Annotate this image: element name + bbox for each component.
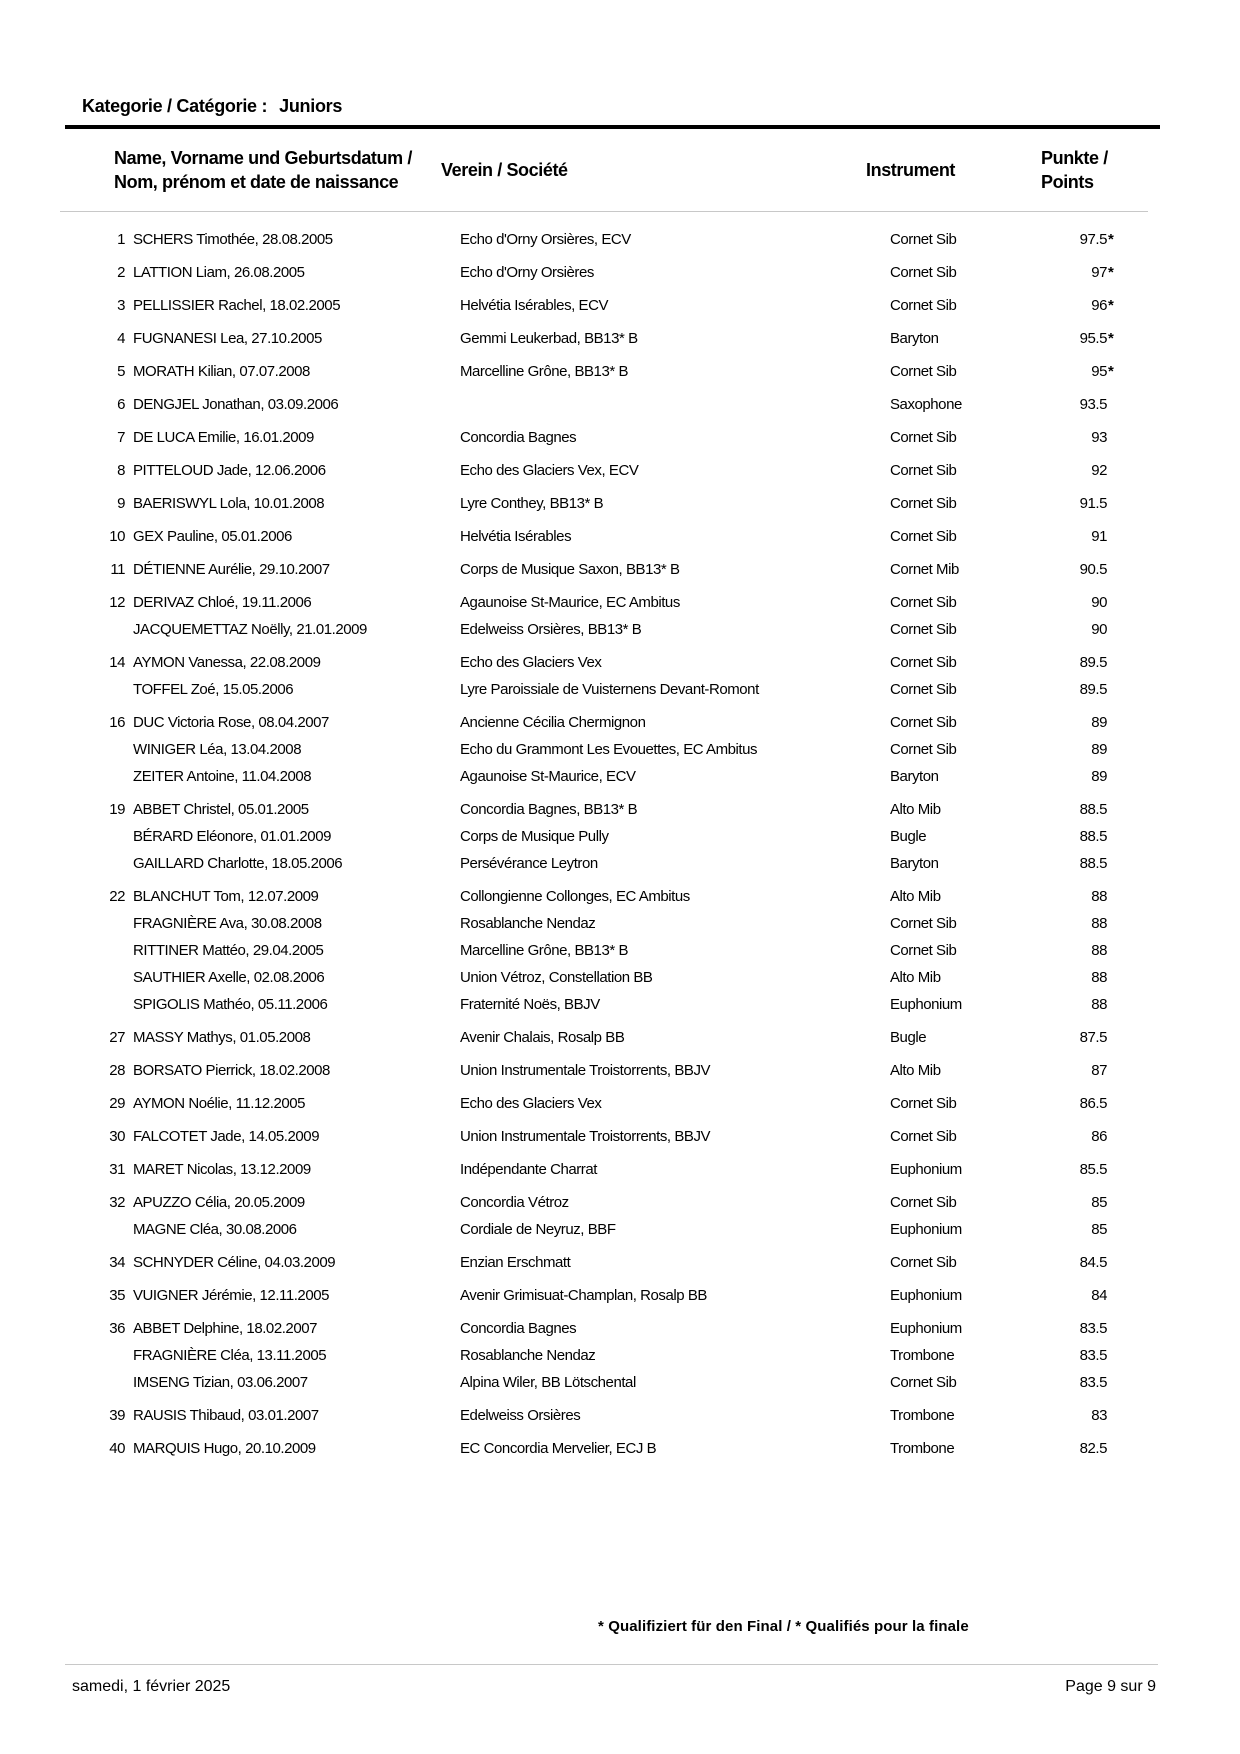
rank-cell: 35	[109, 1287, 125, 1304]
table-row	[0, 1438, 1240, 1460]
table-row	[0, 262, 1240, 284]
points-cell: 83.5	[1079, 1320, 1107, 1337]
name-cell: RITTINER Mattéo, 29.04.2005	[133, 942, 324, 959]
name-cell: FUGNANESI Lea, 27.10.2005	[133, 330, 322, 347]
footer-page: Page 9 sur 9	[1065, 1678, 1156, 1695]
instrument-cell: Cornet Sib	[890, 495, 957, 512]
rank-cell: 11	[110, 561, 125, 578]
instrument-cell: Cornet Sib	[890, 681, 957, 698]
table-row	[0, 295, 1240, 317]
club-cell: Union Instrumentale Troistorrents, BBJV	[460, 1128, 711, 1145]
instrument-cell: Cornet Sib	[890, 1374, 957, 1391]
table-row	[0, 1126, 1240, 1148]
top-rule	[65, 125, 1160, 129]
instrument-cell: Cornet Sib	[890, 297, 957, 314]
name-cell: FALCOTET Jade, 14.05.2009	[133, 1128, 320, 1145]
club-cell: Agaunoise St-Maurice, ECV	[460, 768, 636, 785]
instrument-cell: Cornet Sib	[890, 462, 957, 479]
table-row	[0, 1159, 1240, 1181]
qualified-marker: *	[1108, 264, 1114, 281]
points-cell: 88.5	[1079, 828, 1107, 845]
name-cell: MASSY Mathys, 01.05.2008	[133, 1029, 311, 1046]
rank-cell: 40	[109, 1440, 125, 1457]
instrument-cell: Saxophone	[890, 396, 962, 413]
rank-cell: 1	[117, 231, 125, 248]
name-cell: FRAGNIÈRE Cléa, 13.11.2005	[133, 1347, 327, 1364]
name-cell: AYMON Noélie, 11.12.2005	[133, 1095, 306, 1112]
category-line	[82, 96, 342, 117]
instrument-cell: Euphonium	[890, 1287, 962, 1304]
table-row	[0, 559, 1240, 581]
instrument-cell: Bugle	[890, 1029, 927, 1046]
name-cell: DERIVAZ Chloé, 19.11.2006	[133, 594, 312, 611]
name-cell: APUZZO Célia, 20.05.2009	[133, 1194, 305, 1211]
name-cell: GEX Pauline, 05.01.2006	[133, 528, 292, 545]
points-cell: 88	[1091, 942, 1107, 959]
table-row	[0, 1318, 1240, 1340]
name-cell: MARQUIS Hugo, 20.10.2009	[133, 1440, 316, 1457]
table-row	[0, 229, 1240, 251]
rank-cell: 32	[109, 1194, 125, 1211]
instrument-cell: Cornet Sib	[890, 231, 957, 248]
table-row	[0, 886, 1240, 908]
rank-cell: 27	[109, 1029, 125, 1046]
name-cell: FRAGNIÈRE Ava, 30.08.2008	[133, 915, 322, 932]
name-cell: ABBET Delphine, 18.02.2007	[133, 1320, 317, 1337]
club-cell: Lyre Paroissiale de Vuisternens Devant-Romont	[460, 681, 759, 698]
club-cell: Alpina Wiler, BB Lötschental	[460, 1374, 636, 1391]
club-cell: Persévérance Leytron	[460, 855, 598, 872]
header-name	[114, 146, 412, 194]
instrument-cell: Euphonium	[890, 1161, 962, 1178]
points-cell: 83.5	[1079, 1347, 1107, 1364]
points-cell: 90	[1091, 594, 1107, 611]
name-cell: SCHERS Timothée, 28.08.2005	[133, 231, 333, 248]
rank-cell: 7	[117, 429, 125, 446]
name-cell: DÉTIENNE Aurélie, 29.10.2007	[133, 561, 330, 578]
table-row	[0, 328, 1240, 350]
table-row	[0, 913, 1240, 935]
club-cell: Ancienne Cécilia Chermignon	[460, 714, 646, 731]
instrument-cell: Trombone	[890, 1440, 955, 1457]
club-cell: Helvétia Isérables, ECV	[460, 297, 609, 314]
table-row	[0, 1192, 1240, 1214]
name-cell: WINIGER Léa, 13.04.2008	[133, 741, 302, 758]
name-cell: DENGJEL Jonathan, 03.09.2006	[133, 396, 339, 413]
name-cell: SAUTHIER Axelle, 02.08.2006	[133, 969, 325, 986]
instrument-cell: Cornet Sib	[890, 621, 957, 638]
name-cell: RAUSIS Thibaud, 03.01.2007	[133, 1407, 319, 1424]
club-cell: Echo du Grammont Les Evouettes, EC Ambitus	[460, 741, 758, 758]
points-cell: 89	[1091, 714, 1107, 731]
points-cell: 89	[1091, 768, 1107, 785]
table-row	[0, 1060, 1240, 1082]
header-points	[1041, 146, 1108, 194]
club-cell: Echo des Glaciers Vex, ECV	[460, 462, 639, 479]
points-cell: 90.5	[1079, 561, 1107, 578]
points-cell: 89.5	[1079, 681, 1107, 698]
instrument-cell: Cornet Mib	[890, 561, 959, 578]
points-cell: 82.5	[1079, 1440, 1107, 1457]
table-row	[0, 619, 1240, 641]
points-cell: 95	[1091, 363, 1107, 380]
instrument-cell: Alto Mib	[890, 888, 941, 905]
points-cell: 86.5	[1079, 1095, 1107, 1112]
name-cell: MORATH Kilian, 07.07.2008	[133, 363, 310, 380]
table-header	[0, 146, 1240, 204]
name-cell: BAERISWYL Lola, 10.01.2008	[133, 495, 325, 512]
instrument-cell: Cornet Sib	[890, 1128, 957, 1145]
name-cell: SPIGOLIS Mathéo, 05.11.2006	[133, 996, 328, 1013]
rank-cell: 39	[109, 1407, 125, 1424]
points-cell: 97	[1091, 264, 1107, 281]
name-cell: ZEITER Antoine, 11.04.2008	[133, 768, 312, 785]
rank-cell: 2	[117, 264, 125, 281]
club-cell: Union Instrumentale Troistorrents, BBJV	[460, 1062, 711, 1079]
points-cell: 83.5	[1079, 1374, 1107, 1391]
rank-cell: 22	[109, 888, 125, 905]
instrument-cell: Cornet Sib	[890, 915, 957, 932]
club-cell: Rosablanche Nendaz	[460, 915, 596, 932]
name-cell: TOFFEL Zoé, 15.05.2006	[133, 681, 294, 698]
rank-cell: 14	[109, 654, 125, 671]
table-row	[0, 427, 1240, 449]
club-cell: Cordiale de Neyruz, BBF	[460, 1221, 616, 1238]
name-cell: LATTION Liam, 26.08.2005	[133, 264, 305, 281]
points-cell: 95.5	[1079, 330, 1107, 347]
club-cell: Helvétia Isérables	[460, 528, 572, 545]
rank-cell: 19	[109, 801, 125, 818]
name-cell: MAGNE Cléa, 30.08.2006	[133, 1221, 297, 1238]
points-cell: 87	[1091, 1062, 1107, 1079]
name-cell: SCHNYDER Céline, 04.03.2009	[133, 1254, 336, 1271]
points-cell: 93.5	[1079, 396, 1107, 413]
club-cell: Agaunoise St-Maurice, EC Ambitus	[460, 594, 680, 611]
points-cell: 84	[1091, 1287, 1107, 1304]
points-cell: 88.5	[1079, 801, 1107, 818]
instrument-cell: Cornet Sib	[890, 714, 957, 731]
qualified-marker: *	[1108, 231, 1114, 248]
name-cell: PITTELOUD Jade, 12.06.2006	[133, 462, 326, 479]
rank-cell: 5	[117, 363, 125, 380]
instrument-cell: Cornet Sib	[890, 1095, 957, 1112]
club-cell: Echo d'Orny Orsières, ECV	[460, 231, 631, 248]
instrument-cell: Euphonium	[890, 996, 962, 1013]
club-cell: Concordia Vétroz	[460, 1194, 569, 1211]
name-cell: VUIGNER Jérémie, 12.11.2005	[133, 1287, 330, 1304]
club-cell: EC Concordia Mervelier, ECJ B	[460, 1440, 657, 1457]
qualification-note: * Qualifiziert für den Final / * Qualifiés pour la finale	[598, 1618, 969, 1635]
header-points-line2: Points	[1041, 172, 1094, 192]
header-rule	[60, 211, 1148, 212]
points-cell: 88	[1091, 915, 1107, 932]
club-cell: Lyre Conthey, BB13* B	[460, 495, 604, 512]
instrument-cell: Alto Mib	[890, 801, 941, 818]
points-cell: 87.5	[1079, 1029, 1107, 1046]
club-cell: Corps de Musique Pully	[460, 828, 609, 845]
points-cell: 84.5	[1079, 1254, 1107, 1271]
instrument-cell: Trombone	[890, 1347, 955, 1364]
rank-cell: 28	[109, 1062, 125, 1079]
table-row	[0, 652, 1240, 674]
points-cell: 85.5	[1079, 1161, 1107, 1178]
name-cell: DUC Victoria Rose, 08.04.2007	[133, 714, 329, 731]
footer-date: samedi, 1 février 2025	[72, 1678, 231, 1695]
points-cell: 88.5	[1079, 855, 1107, 872]
instrument-cell: Alto Mib	[890, 1062, 941, 1079]
points-cell: 88	[1091, 996, 1107, 1013]
rank-cell: 12	[109, 594, 125, 611]
club-cell: Concordia Bagnes	[460, 429, 577, 446]
rank-cell: 29	[109, 1095, 125, 1112]
name-cell: GAILLARD Charlotte, 18.05.2006	[133, 855, 343, 872]
points-cell: 88	[1091, 969, 1107, 986]
club-cell: Edelweiss Orsières, BB13* B	[460, 621, 642, 638]
instrument-cell: Baryton	[890, 330, 939, 347]
points-cell: 92	[1091, 462, 1107, 479]
rank-cell: 31	[109, 1161, 125, 1178]
club-cell: Edelweiss Orsières	[460, 1407, 581, 1424]
name-cell: IMSENG Tizian, 03.06.2007	[133, 1374, 308, 1391]
table-row	[0, 361, 1240, 383]
points-cell: 91.5	[1079, 495, 1107, 512]
name-cell: JACQUEMETTAZ Noëlly, 21.01.2009	[133, 621, 367, 638]
name-cell: MARET Nicolas, 13.12.2009	[133, 1161, 311, 1178]
club-cell: Marcelline Grône, BB13* B	[460, 942, 629, 959]
instrument-cell: Cornet Sib	[890, 429, 957, 446]
rank-cell: 4	[117, 330, 125, 347]
rank-cell: 6	[117, 396, 125, 413]
table-row	[0, 1252, 1240, 1274]
rank-cell: 8	[117, 462, 125, 479]
header-name-line1: Name, Vorname und Geburtsdatum /	[114, 148, 412, 168]
points-cell: 93	[1091, 429, 1107, 446]
instrument-cell: Euphonium	[890, 1221, 962, 1238]
club-cell: Enzian Erschmatt	[460, 1254, 571, 1271]
instrument-cell: Baryton	[890, 768, 939, 785]
category-value: Juniors	[279, 96, 343, 116]
footer-rule	[65, 1664, 1158, 1665]
instrument-cell: Baryton	[890, 855, 939, 872]
club-cell: Echo des Glaciers Vex	[460, 654, 602, 671]
instrument-cell: Trombone	[890, 1407, 955, 1424]
club-cell: Gemmi Leukerbad, BB13* B	[460, 330, 638, 347]
instrument-cell: Cornet Sib	[890, 1194, 957, 1211]
points-cell: 91	[1091, 528, 1107, 545]
qualified-marker: *	[1108, 330, 1114, 347]
qualified-marker: *	[1108, 297, 1114, 314]
table-row	[0, 493, 1240, 515]
table-row	[0, 712, 1240, 734]
club-cell: Avenir Grimisuat-Champlan, Rosalp BB	[460, 1287, 707, 1304]
category-label: Kategorie / Catégorie :	[82, 96, 268, 116]
points-cell: 97.5	[1079, 231, 1107, 248]
name-cell: DE LUCA Emilie, 16.01.2009	[133, 429, 314, 446]
points-cell: 96	[1091, 297, 1107, 314]
table-row	[0, 592, 1240, 614]
table-row	[0, 1219, 1240, 1241]
instrument-cell: Cornet Sib	[890, 363, 957, 380]
table-row	[0, 739, 1240, 761]
instrument-cell: Alto Mib	[890, 969, 941, 986]
rank-cell: 30	[109, 1128, 125, 1145]
club-cell: Rosablanche Nendaz	[460, 1347, 596, 1364]
points-cell: 89.5	[1079, 654, 1107, 671]
points-cell: 88	[1091, 888, 1107, 905]
name-cell: BÉRARD Eléonore, 01.01.2009	[133, 828, 331, 845]
points-cell: 86	[1091, 1128, 1107, 1145]
instrument-cell: Cornet Sib	[890, 741, 957, 758]
rank-cell: 10	[109, 528, 125, 545]
header-club: Verein / Société	[441, 160, 568, 180]
qualified-marker: *	[1108, 363, 1114, 380]
name-cell: AYMON Vanessa, 22.08.2009	[133, 654, 321, 671]
table-row	[0, 460, 1240, 482]
points-cell: 89	[1091, 741, 1107, 758]
rank-cell: 36	[109, 1320, 125, 1337]
table-row	[0, 526, 1240, 548]
instrument-cell: Cornet Sib	[890, 654, 957, 671]
rank-cell: 16	[109, 714, 125, 731]
club-cell: Marcelline Grône, BB13* B	[460, 363, 629, 380]
instrument-cell: Bugle	[890, 828, 927, 845]
table-row	[0, 766, 1240, 788]
table-row	[0, 1027, 1240, 1049]
table-row	[0, 679, 1240, 701]
rank-cell: 3	[117, 297, 125, 314]
table-row	[0, 826, 1240, 848]
points-cell: 85	[1091, 1221, 1107, 1238]
table-row	[0, 394, 1240, 416]
instrument-cell: Cornet Sib	[890, 1254, 957, 1271]
table-row	[0, 1345, 1240, 1367]
instrument-cell: Cornet Sib	[890, 264, 957, 281]
club-cell: Indépendante Charrat	[460, 1161, 597, 1178]
club-cell: Concordia Bagnes	[460, 1320, 577, 1337]
club-cell: Echo d'Orny Orsières	[460, 264, 594, 281]
instrument-cell: Cornet Sib	[890, 594, 957, 611]
points-cell: 85	[1091, 1194, 1107, 1211]
table-row	[0, 1093, 1240, 1115]
table-row	[0, 940, 1240, 962]
instrument-cell: Cornet Sib	[890, 528, 957, 545]
table-row	[0, 799, 1240, 821]
club-cell: Concordia Bagnes, BB13* B	[460, 801, 638, 818]
table-row	[0, 967, 1240, 989]
table-row	[0, 994, 1240, 1016]
header-instrument: Instrument	[866, 160, 956, 180]
header-points-line1: Punkte /	[1041, 148, 1108, 168]
club-cell: Collongienne Collonges, EC Ambitus	[460, 888, 690, 905]
club-cell: Corps de Musique Saxon, BB13* B	[460, 561, 680, 578]
club-cell: Union Vétroz, Constellation BB	[460, 969, 653, 986]
name-cell: BLANCHUT Tom, 12.07.2009	[133, 888, 319, 905]
name-cell: BORSATO Pierrick, 18.02.2008	[133, 1062, 330, 1079]
name-cell: ABBET Christel, 05.01.2005	[133, 801, 309, 818]
rank-cell: 9	[117, 495, 125, 512]
points-cell: 83	[1091, 1407, 1107, 1424]
instrument-cell: Cornet Sib	[890, 942, 957, 959]
instrument-cell: Euphonium	[890, 1320, 962, 1337]
header-name-line2: Nom, prénom et date de naissance	[114, 172, 399, 192]
name-cell: PELLISSIER Rachel, 18.02.2005	[133, 297, 341, 314]
points-cell: 90	[1091, 621, 1107, 638]
club-cell: Fraternité Noës, BBJV	[460, 996, 600, 1013]
table-row	[0, 1405, 1240, 1427]
club-cell: Echo des Glaciers Vex	[460, 1095, 602, 1112]
table-row	[0, 1285, 1240, 1307]
rank-cell: 34	[109, 1254, 125, 1271]
table-row	[0, 1372, 1240, 1394]
table-row	[0, 853, 1240, 875]
club-cell: Avenir Chalais, Rosalp BB	[460, 1029, 625, 1046]
